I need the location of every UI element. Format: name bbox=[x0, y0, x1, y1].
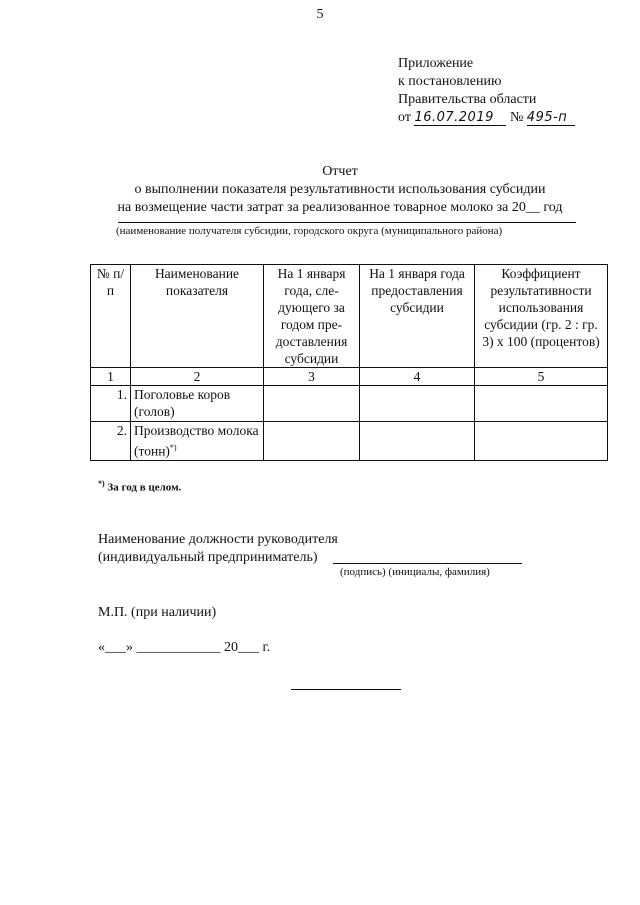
footnote-text: За год в целом. bbox=[104, 481, 182, 494]
row-indicator-name: Поголовье коров (голов) bbox=[131, 386, 264, 422]
column-number-row bbox=[91, 368, 608, 386]
column-number: 2 bbox=[131, 368, 264, 386]
report-title bbox=[0, 163, 640, 217]
footnote-mark: *) bbox=[169, 443, 177, 452]
recipient-caption: (наименование получателя субсидии, городского округа (муниципального района) bbox=[116, 225, 503, 237]
header-coefficient: Коэффициент результативности использования субсидии (гр. 2 : гр. 3) х 100 (процентов) bbox=[475, 265, 608, 368]
column-number: 4 bbox=[360, 368, 475, 386]
row-indicator-text: Производство молока (тонн) bbox=[134, 423, 259, 459]
indicator-table bbox=[90, 264, 608, 461]
footnote bbox=[98, 479, 181, 494]
table-row bbox=[91, 422, 608, 461]
value-cell[interactable] bbox=[360, 386, 475, 422]
appendix-line-1: Приложение bbox=[398, 56, 474, 71]
handwritten-date: 16.07.2019 bbox=[414, 110, 506, 126]
value-cell[interactable] bbox=[264, 386, 360, 422]
signature-line-2: (индивидуальный предприниматель) bbox=[98, 550, 318, 565]
row-indicator-name bbox=[131, 422, 264, 461]
number-sign: № bbox=[509, 110, 524, 125]
header-number: № п/п bbox=[91, 265, 131, 368]
header-next-year: На 1 января года, сле-дующего за годом пре-доставления субсидии bbox=[264, 265, 360, 368]
appendix-line-3: Правительства области bbox=[398, 92, 537, 107]
title-line-3: на возмещение части затрат за реализованное товарное молоко за 20__ год bbox=[117, 200, 563, 215]
value-cell[interactable] bbox=[475, 422, 608, 461]
footnote-mark: *) bbox=[98, 479, 105, 488]
table-row bbox=[91, 386, 608, 422]
column-number: 5 bbox=[475, 368, 608, 386]
appendix-block bbox=[398, 55, 575, 127]
from-label: от bbox=[398, 110, 411, 125]
stamp-label: М.П. (при наличии) bbox=[98, 605, 217, 620]
page-number: 5 bbox=[316, 7, 324, 22]
signature-blank-line bbox=[333, 563, 522, 564]
recipient-blank-line bbox=[118, 222, 576, 223]
column-number: 3 bbox=[264, 368, 360, 386]
table-header-row bbox=[91, 265, 608, 368]
end-divider bbox=[291, 689, 401, 690]
header-name: Наименование показателя bbox=[131, 265, 264, 368]
title-line-1: Отчет bbox=[322, 164, 358, 179]
date-line: «___» ____________ 20___ г. bbox=[98, 640, 271, 655]
appendix-line-2: к постановлению bbox=[398, 74, 502, 89]
value-cell[interactable] bbox=[264, 422, 360, 461]
header-current-year: На 1 января года предоставления субсидии bbox=[360, 265, 475, 368]
row-number: 1. bbox=[91, 386, 131, 422]
signature-caption: (подпись) (инициалы, фамилия) bbox=[340, 566, 490, 578]
column-number: 1 bbox=[91, 368, 131, 386]
value-cell[interactable] bbox=[475, 386, 608, 422]
signature-block bbox=[98, 531, 338, 567]
appendix-date-line bbox=[398, 109, 575, 127]
handwritten-number: 495-п bbox=[527, 110, 575, 126]
value-cell[interactable] bbox=[360, 422, 475, 461]
signature-line-1: Наименование должности руководителя bbox=[98, 532, 338, 547]
row-number: 2. bbox=[91, 422, 131, 461]
title-line-2: о выполнении показателя результативности использования субсидии bbox=[134, 182, 546, 197]
